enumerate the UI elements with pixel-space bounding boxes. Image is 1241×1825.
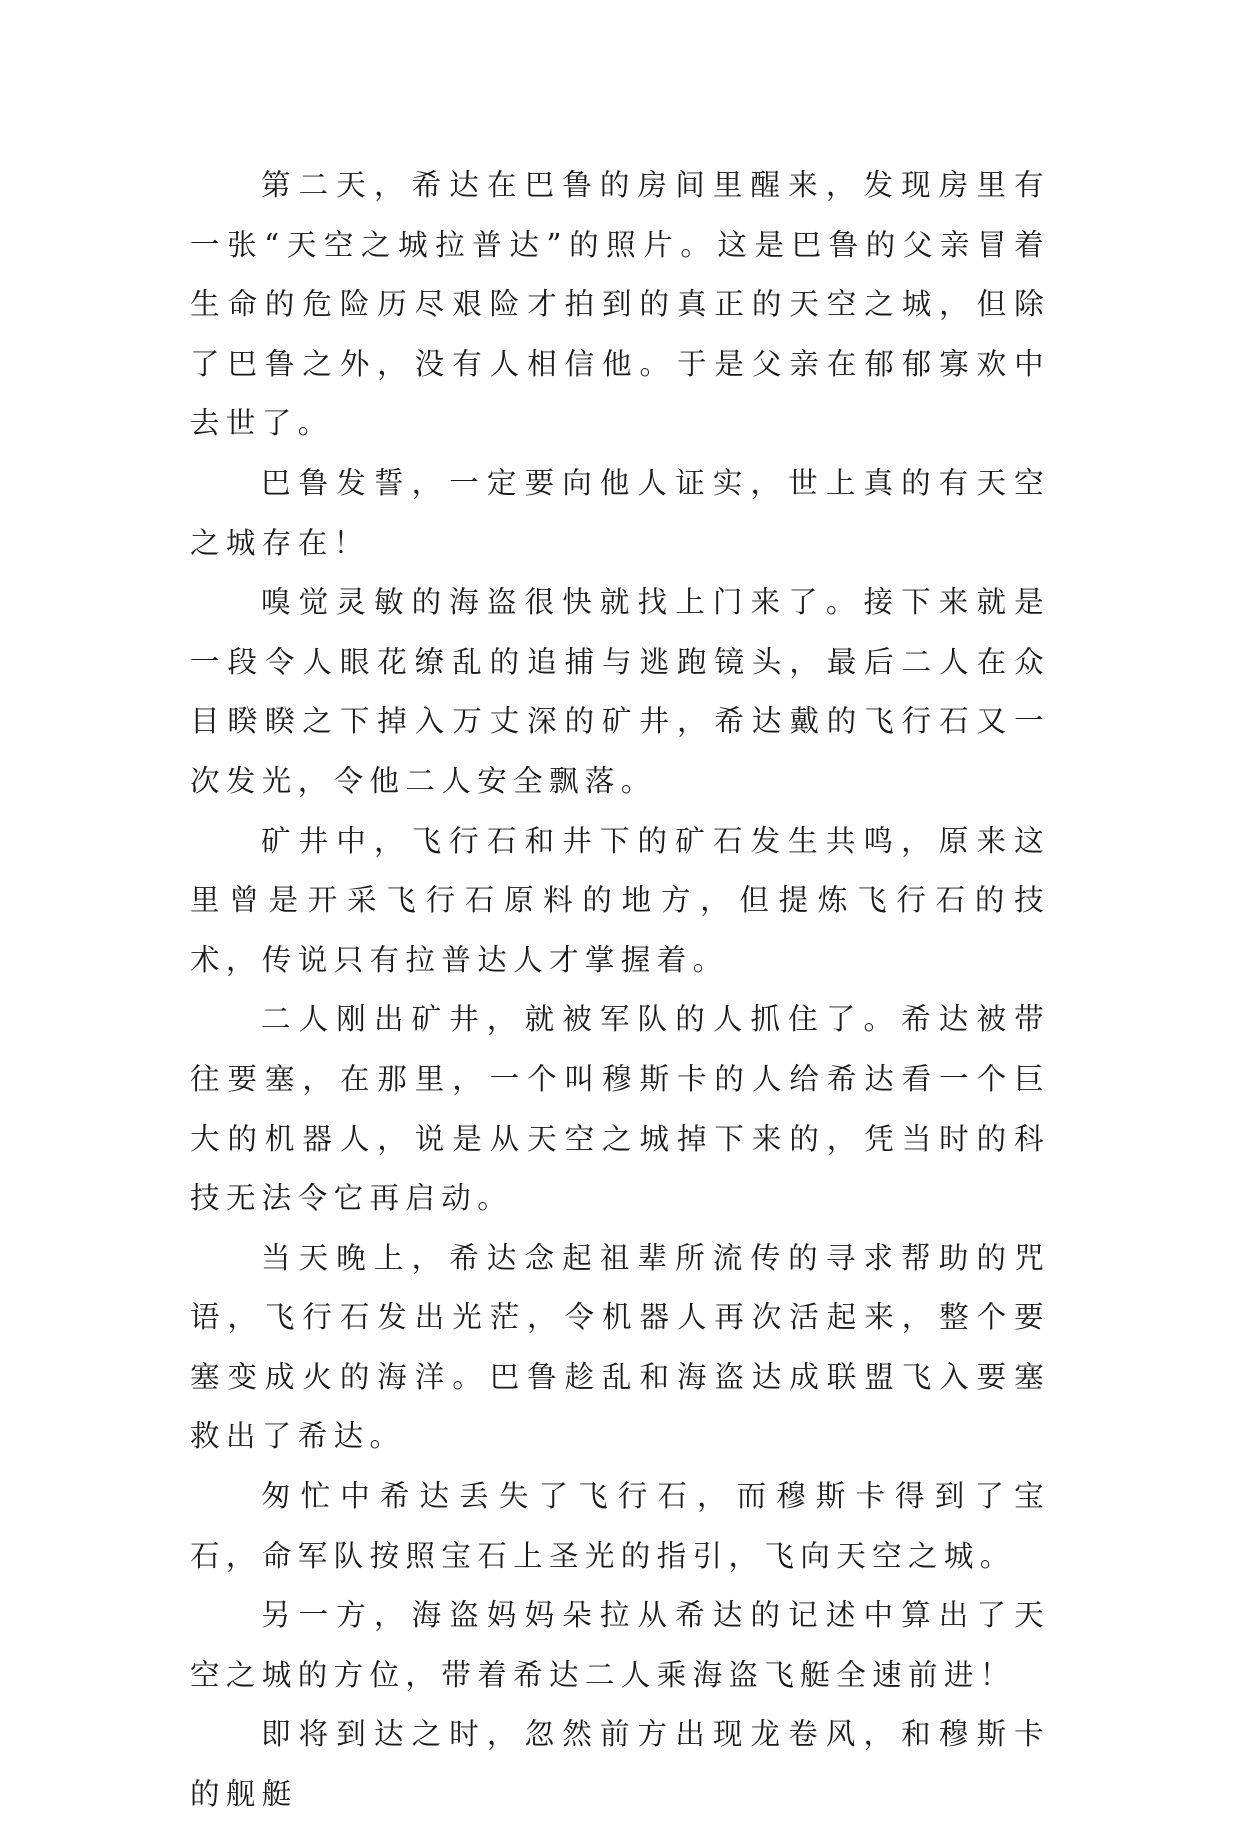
paragraph-4: 矿井中，飞行石和井下的矿石发生共鸣，原来这里曾是开采飞行石原料的地方，但提炼飞行石的技术，传说只有拉普达人才掌握着。 xyxy=(190,823,1050,977)
paragraph-7: 匆忙中希达丢失了飞行石，而穆斯卡得到了宝石，命军队按照宝石上圣光的指引，飞向天空之城。 xyxy=(190,1479,1050,1573)
paragraph-1: 第二天，希达在巴鲁的房间里醒来，发现房里有一张“天空之城拉普达”的照片。这是巴鲁的父亲冒着生命的危险历尽艰险才拍到的真正的天空之城，但除了巴鲁之外，没有人相信他。于是父亲在郁郁寡欢中去世了。 xyxy=(190,168,1050,441)
paragraph-8: 另一方，海盗妈妈朵拉从希达的记述中算出了天空之城的方位，带着希达二人乘海盗飞艇全速前进！ xyxy=(190,1598,1050,1692)
paragraph-3: 嗅觉灵敏的海盗很快就找上门来了。接下来就是一段令人眼花缭乱的追捕与逃跑镜头，最后二人在众目睽睽之下掉入万丈深的矿井，希达戴的飞行石又一次发光，令他二人安全飘落。 xyxy=(190,585,1050,798)
paragraph-2: 巴鲁发誓，一定要向他人证实，世上真的有天空之城存在！ xyxy=(190,465,1050,560)
paragraph-5: 二人刚出矿井，就被军队的人抓住了。希达被带往要塞，在那里，一个叫穆斯卡的人给希达看一个巨大的机器人，说是从天空之城掉下来的，凭当时的科技无法令它再启动。 xyxy=(190,1002,1050,1216)
paragraph-6: 当天晚上，希达念起祖辈所流传的寻求帮助的咒语，飞行石发出光茫，令机器人再次活起来，整个要塞变成火的海洋。巴鲁趁乱和海盗达成联盟飞入要塞救出了希达。 xyxy=(190,1240,1050,1454)
paragraph-9: 即将到达之时，忽然前方出现龙卷风，和穆斯卡的舰艇 xyxy=(190,1717,1050,1812)
body-text xyxy=(190,156,1050,1825)
